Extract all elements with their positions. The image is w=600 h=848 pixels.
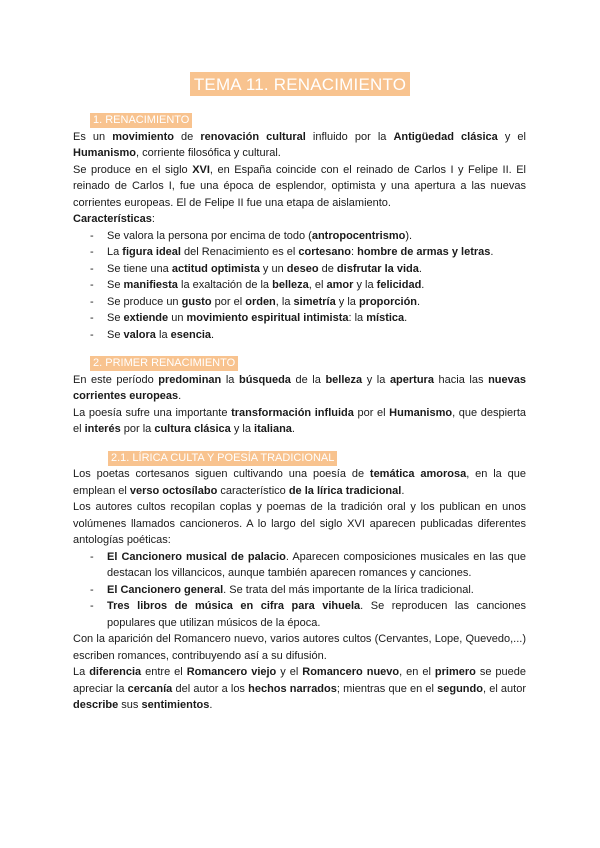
list-item: - La figura ideal del Renacimiento es el cortesano: hombre de armas y letras. — [73, 244, 526, 261]
list-item: - El Cancionero musical de palacio. Aparecen composiciones musicales en las que destacan los villancicos, aunque también aparecen romances y canciones. — [73, 549, 526, 582]
section-heading-primer-renacimiento: 2. PRIMER RENACIMIENTO — [90, 356, 238, 371]
document-content — [73, 112, 526, 714]
list-item: - Se valora la persona por encima de todo (antropocentrismo). — [73, 228, 526, 245]
list-item: - El Cancionero general. Se trata del más importante de la lírica tradicional. — [73, 582, 526, 599]
paragraph: Es un movimiento de renovación cultural influido por la Antigüedad clásica y el Humanismo, corriente filosófica y cultural. — [73, 130, 526, 159]
section-heading-renacimiento: 1. RENACIMIENTO — [90, 113, 192, 128]
paragraph: Se produce en el siglo XVI, en España coincide con el reinado de Carlos I y Felipe II. El reinado de Carlos I, fue una época de esplendor, optimista y una apertura a las nuevas corrientes europeas. El de Felipe II fue una etapa de aislamiento. — [73, 163, 526, 209]
paragraph: La poesía sufre una importante transformación influida por el Humanismo, que despierta el interés por la cultura clásica y la italiana. — [73, 406, 526, 435]
paragraph: Con la aparición del Romancero nuevo, varios autores cultos (Cervantes, Lope, Quevedo,...) escriben romances, contribuyendo así a su difusión. — [73, 633, 526, 662]
section-heading-lirica-culta: 2.1. LÍRICA CULTA Y POESÍA TRADICIONAL — [108, 451, 337, 466]
list-item: - Se manifiesta la exaltación de la belleza, el amor y la felicidad. — [73, 277, 526, 294]
list-item: - Se tiene una actitud optimista y un deseo de disfrutar la vida. — [73, 261, 526, 278]
section-primer-renacimiento — [73, 355, 526, 438]
anthologies-list — [73, 549, 526, 632]
section-lirica-culta — [73, 450, 526, 714]
characteristics-list — [73, 228, 526, 344]
paragraph: La diferencia entre el Romancero viejo y el Romancero nuevo, en el primero se puede apreciar la cercanía del autor a los hechos narrados; mientras que en el segundo, el autor describe sus sentimientos. — [73, 666, 527, 711]
list-item: - Se produce un gusto por el orden, la simetría y la proporción. — [73, 294, 526, 311]
paragraph: Los poetas cortesanos siguen cultivando una poesía de temática amorosa, en la que emplean el verso octosílabo característico de la lírica tradicional. — [73, 468, 526, 497]
list-item: - Tres libros de música en cifra para vihuela. Se reproducen las canciones populares que utilizan músicos de la época. — [73, 598, 526, 631]
paragraph: Los autores cultos recopilan coplas y poemas de la tradición oral y los publican en unos volúmenes llamados cancioneros. A lo largo del siglo XVI aparecen publicadas diferentes antologías poéticas: — [73, 501, 526, 546]
section-renacimiento — [73, 112, 526, 343]
list-item: - Se valora la esencia. — [73, 327, 526, 344]
list-item: - Se extiende un movimiento espiritual intimista: la mística. — [73, 310, 526, 327]
page-title: TEMA 11. RENACIMIENTO — [190, 72, 410, 96]
characteristics-label: Características: — [73, 213, 155, 225]
title-wrapper — [0, 72, 600, 96]
paragraph: En este período predominan la búsqueda de la belleza y la apertura hacia las nuevas corrientes europeas. — [73, 373, 526, 402]
